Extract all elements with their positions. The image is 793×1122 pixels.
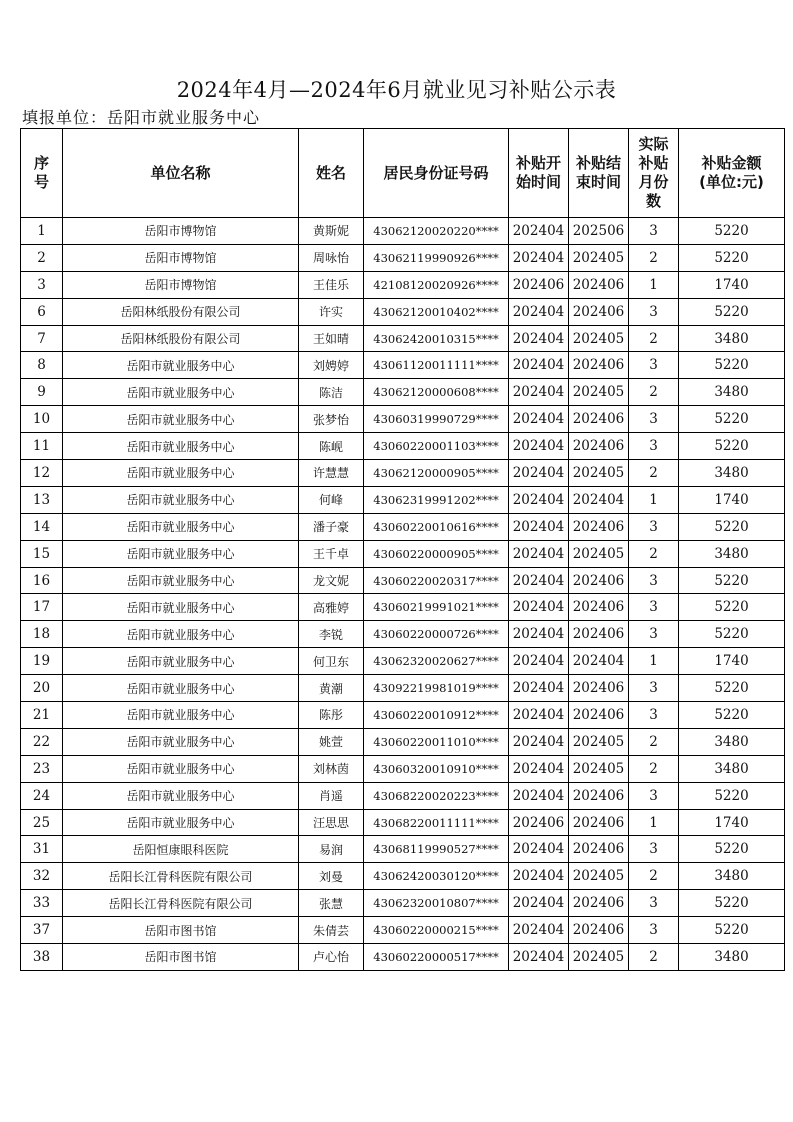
cell-months: 2 (629, 944, 679, 971)
cell-months: 2 (629, 379, 679, 406)
cell-no: 9 (21, 379, 63, 406)
cell-months: 3 (629, 218, 679, 245)
cell-id: 43060220020317**** (364, 567, 509, 594)
table-row (21, 352, 785, 379)
cell-amount: 3480 (679, 944, 785, 971)
table-row (21, 567, 785, 594)
cell-amount: 3480 (679, 540, 785, 567)
cell-no: 31 (21, 836, 63, 863)
table-row (21, 890, 785, 917)
cell-months: 3 (629, 917, 679, 944)
cell-start: 202404 (509, 352, 569, 379)
cell-start: 202404 (509, 782, 569, 809)
cell-no: 19 (21, 648, 63, 675)
cell-id: 43060220000517**** (364, 944, 509, 971)
cell-name: 周咏怡 (299, 244, 364, 271)
cell-unit: 岳阳市就业服务中心 (63, 809, 299, 836)
cell-end: 202506 (569, 218, 629, 245)
cell-end: 202406 (569, 271, 629, 298)
cell-id: 43060220000215**** (364, 917, 509, 944)
cell-unit: 岳阳市图书馆 (63, 944, 299, 971)
table-row (21, 406, 785, 433)
cell-amount: 3480 (679, 379, 785, 406)
cell-start: 202404 (509, 298, 569, 325)
cell-end: 202406 (569, 782, 629, 809)
cell-name: 王佳乐 (299, 271, 364, 298)
cell-end: 202406 (569, 702, 629, 729)
cell-start: 202404 (509, 675, 569, 702)
cell-amount: 1740 (679, 486, 785, 513)
cell-unit: 岳阳恒康眼科医院 (63, 836, 299, 863)
table-row (21, 271, 785, 298)
cell-unit: 岳阳市就业服务中心 (63, 675, 299, 702)
cell-unit: 岳阳市就业服务中心 (63, 513, 299, 540)
cell-unit: 岳阳市就业服务中心 (63, 728, 299, 755)
cell-amount: 5220 (679, 782, 785, 809)
cell-end: 202405 (569, 379, 629, 406)
cell-name: 刘曼 (299, 863, 364, 890)
cell-unit: 岳阳市就业服务中心 (63, 567, 299, 594)
reporting-unit: 填报单位：岳阳市就业服务中心 (22, 108, 261, 127)
cell-amount: 5220 (679, 433, 785, 460)
cell-no: 16 (21, 567, 63, 594)
cell-start: 202404 (509, 406, 569, 433)
cell-id: 43060319990729**** (364, 406, 509, 433)
cell-id: 43092219981019**** (364, 675, 509, 702)
table-row (21, 863, 785, 890)
cell-months: 2 (629, 863, 679, 890)
table-row (21, 675, 785, 702)
cell-unit: 岳阳林纸股份有限公司 (63, 325, 299, 352)
table-row (21, 782, 785, 809)
cell-months: 1 (629, 648, 679, 675)
cell-id: 43060220000726**** (364, 621, 509, 648)
cell-no: 22 (21, 728, 63, 755)
cell-name: 姚萱 (299, 728, 364, 755)
cell-start: 202404 (509, 702, 569, 729)
table-row (21, 433, 785, 460)
cell-no: 33 (21, 890, 63, 917)
cell-start: 202404 (509, 728, 569, 755)
cell-name: 黄斯妮 (299, 218, 364, 245)
cell-start: 202404 (509, 379, 569, 406)
cell-end: 202406 (569, 406, 629, 433)
table-row (21, 218, 785, 245)
cell-end: 202405 (569, 540, 629, 567)
cell-end: 202405 (569, 755, 629, 782)
cell-id: 43062319991202**** (364, 486, 509, 513)
cell-months: 1 (629, 809, 679, 836)
cell-no: 3 (21, 271, 63, 298)
cell-months: 3 (629, 513, 679, 540)
header-start: 补贴开 始时间 (509, 129, 569, 218)
cell-amount: 5220 (679, 621, 785, 648)
page-title: 2024年4月—2024年6月就业见习补贴公示表 (176, 78, 617, 102)
cell-end: 202404 (569, 648, 629, 675)
cell-amount: 5220 (679, 298, 785, 325)
cell-amount: 1740 (679, 648, 785, 675)
cell-start: 202404 (509, 594, 569, 621)
table-row (21, 298, 785, 325)
cell-id: 43068119990527**** (364, 836, 509, 863)
cell-amount: 3480 (679, 460, 785, 487)
cell-name: 高雅婷 (299, 594, 364, 621)
cell-amount: 3480 (679, 755, 785, 782)
cell-end: 202405 (569, 244, 629, 271)
cell-start: 202404 (509, 648, 569, 675)
cell-end: 202406 (569, 352, 629, 379)
cell-start: 202404 (509, 567, 569, 594)
cell-id: 43062119990926**** (364, 244, 509, 271)
table-row (21, 944, 785, 971)
cell-id: 42108120020926**** (364, 271, 509, 298)
cell-amount: 3480 (679, 325, 785, 352)
cell-no: 32 (21, 863, 63, 890)
cell-id: 43062320020627**** (364, 648, 509, 675)
cell-months: 3 (629, 406, 679, 433)
cell-name: 陈洁 (299, 379, 364, 406)
cell-amount: 5220 (679, 675, 785, 702)
cell-amount: 1740 (679, 271, 785, 298)
cell-amount: 5220 (679, 567, 785, 594)
cell-end: 202406 (569, 594, 629, 621)
cell-no: 24 (21, 782, 63, 809)
cell-end: 202404 (569, 486, 629, 513)
cell-start: 202404 (509, 325, 569, 352)
cell-name: 刘林茵 (299, 755, 364, 782)
cell-no: 20 (21, 675, 63, 702)
cell-end: 202405 (569, 460, 629, 487)
cell-id: 43060220010912**** (364, 702, 509, 729)
cell-unit: 岳阳市就业服务中心 (63, 594, 299, 621)
cell-start: 202406 (509, 809, 569, 836)
cell-name: 王千卓 (299, 540, 364, 567)
cell-unit: 岳阳市就业服务中心 (63, 648, 299, 675)
cell-end: 202406 (569, 890, 629, 917)
cell-end: 202405 (569, 728, 629, 755)
cell-amount: 5220 (679, 890, 785, 917)
cell-name: 肖遥 (299, 782, 364, 809)
cell-unit: 岳阳市就业服务中心 (63, 621, 299, 648)
cell-name: 卢心怡 (299, 944, 364, 971)
cell-name: 潘子豪 (299, 513, 364, 540)
cell-amount: 1740 (679, 809, 785, 836)
cell-start: 202404 (509, 863, 569, 890)
cell-unit: 岳阳市就业服务中心 (63, 782, 299, 809)
cell-id: 43062420030120**** (364, 863, 509, 890)
cell-months: 1 (629, 271, 679, 298)
cell-name: 黄潮 (299, 675, 364, 702)
cell-amount: 5220 (679, 513, 785, 540)
cell-months: 3 (629, 594, 679, 621)
cell-id: 43060320010910**** (364, 755, 509, 782)
cell-end: 202406 (569, 567, 629, 594)
table-row (21, 648, 785, 675)
table-body (21, 218, 785, 971)
cell-months: 3 (629, 567, 679, 594)
header-amount: 补贴金额 (单位:元) (679, 129, 785, 218)
cell-no: 21 (21, 702, 63, 729)
header-id: 居民身份证号码 (364, 129, 509, 218)
cell-id: 43060220000905**** (364, 540, 509, 567)
cell-no: 18 (21, 621, 63, 648)
header-no: 序 号 (21, 129, 63, 218)
cell-months: 3 (629, 352, 679, 379)
cell-end: 202406 (569, 433, 629, 460)
table-row (21, 513, 785, 540)
cell-months: 2 (629, 325, 679, 352)
cell-start: 202404 (509, 836, 569, 863)
cell-unit: 岳阳市博物馆 (63, 271, 299, 298)
cell-start: 202404 (509, 486, 569, 513)
cell-id: 43062420010315**** (364, 325, 509, 352)
cell-end: 202406 (569, 513, 629, 540)
cell-id: 43068220011111**** (364, 809, 509, 836)
cell-unit: 岳阳市就业服务中心 (63, 379, 299, 406)
cell-no: 10 (21, 406, 63, 433)
cell-no: 14 (21, 513, 63, 540)
cell-end: 202405 (569, 863, 629, 890)
table-row (21, 594, 785, 621)
cell-start: 202404 (509, 460, 569, 487)
cell-start: 202404 (509, 433, 569, 460)
cell-months: 3 (629, 298, 679, 325)
cell-months: 1 (629, 486, 679, 513)
table-row (21, 244, 785, 271)
cell-months: 2 (629, 755, 679, 782)
table-row (21, 540, 785, 567)
cell-name: 李锐 (299, 621, 364, 648)
cell-amount: 3480 (679, 863, 785, 890)
cell-months: 3 (629, 702, 679, 729)
cell-unit: 岳阳市就业服务中心 (63, 486, 299, 513)
header-end: 补贴结 束时间 (569, 129, 629, 218)
cell-months: 2 (629, 244, 679, 271)
cell-id: 43060219991021**** (364, 594, 509, 621)
cell-amount: 5220 (679, 836, 785, 863)
cell-unit: 岳阳长江骨科医院有限公司 (63, 863, 299, 890)
cell-months: 3 (629, 890, 679, 917)
cell-start: 202404 (509, 917, 569, 944)
cell-no: 17 (21, 594, 63, 621)
cell-unit: 岳阳市就业服务中心 (63, 540, 299, 567)
cell-start: 202404 (509, 513, 569, 540)
cell-unit: 岳阳市博物馆 (63, 218, 299, 245)
cell-end: 202406 (569, 836, 629, 863)
header-months: 实际 补贴 月份 数 (629, 129, 679, 218)
cell-id: 43068220020223**** (364, 782, 509, 809)
cell-unit: 岳阳市就业服务中心 (63, 702, 299, 729)
cell-id: 43060220001103**** (364, 433, 509, 460)
table-row (21, 621, 785, 648)
cell-start: 202404 (509, 890, 569, 917)
cell-unit: 岳阳市就业服务中心 (63, 352, 299, 379)
cell-months: 2 (629, 460, 679, 487)
cell-start: 202404 (509, 244, 569, 271)
cell-name: 许实 (299, 298, 364, 325)
cell-end: 202405 (569, 325, 629, 352)
cell-amount: 5220 (679, 702, 785, 729)
cell-unit: 岳阳长江骨科医院有限公司 (63, 890, 299, 917)
cell-name: 汪思思 (299, 809, 364, 836)
cell-no: 6 (21, 298, 63, 325)
cell-unit: 岳阳市就业服务中心 (63, 460, 299, 487)
cell-id: 43062120000905**** (364, 460, 509, 487)
cell-name: 朱倩芸 (299, 917, 364, 944)
cell-id: 43062120020220**** (364, 218, 509, 245)
cell-months: 3 (629, 621, 679, 648)
cell-unit: 岳阳市图书馆 (63, 917, 299, 944)
table-row (21, 325, 785, 352)
cell-end: 202406 (569, 809, 629, 836)
table-row (21, 379, 785, 406)
cell-start: 202404 (509, 621, 569, 648)
cell-no: 23 (21, 755, 63, 782)
cell-months: 2 (629, 728, 679, 755)
table-row (21, 917, 785, 944)
table-row (21, 809, 785, 836)
table-row (21, 486, 785, 513)
cell-no: 13 (21, 486, 63, 513)
cell-name: 陈彤 (299, 702, 364, 729)
cell-name: 张慧 (299, 890, 364, 917)
cell-months: 3 (629, 836, 679, 863)
cell-start: 202404 (509, 540, 569, 567)
cell-name: 刘娉婷 (299, 352, 364, 379)
cell-end: 202406 (569, 917, 629, 944)
cell-no: 12 (21, 460, 63, 487)
cell-unit: 岳阳市就业服务中心 (63, 755, 299, 782)
cell-no: 25 (21, 809, 63, 836)
cell-amount: 5220 (679, 917, 785, 944)
table-row (21, 728, 785, 755)
cell-amount: 3480 (679, 728, 785, 755)
cell-name: 张梦怡 (299, 406, 364, 433)
cell-end: 202406 (569, 621, 629, 648)
cell-id: 43062320010807**** (364, 890, 509, 917)
cell-end: 202405 (569, 944, 629, 971)
cell-end: 202406 (569, 298, 629, 325)
table-row (21, 755, 785, 782)
cell-months: 3 (629, 433, 679, 460)
cell-months: 2 (629, 540, 679, 567)
cell-name: 易润 (299, 836, 364, 863)
cell-no: 8 (21, 352, 63, 379)
cell-no: 15 (21, 540, 63, 567)
cell-end: 202406 (569, 675, 629, 702)
cell-amount: 5220 (679, 352, 785, 379)
cell-id: 43062120010402**** (364, 298, 509, 325)
header-row (21, 129, 785, 218)
cell-months: 3 (629, 782, 679, 809)
cell-unit: 岳阳市就业服务中心 (63, 406, 299, 433)
cell-amount: 5220 (679, 244, 785, 271)
cell-id: 43060220010616**** (364, 513, 509, 540)
cell-name: 何卫东 (299, 648, 364, 675)
table-row (21, 702, 785, 729)
cell-start: 202404 (509, 218, 569, 245)
subsidy-table (20, 128, 785, 971)
cell-amount: 5220 (679, 218, 785, 245)
cell-unit: 岳阳市就业服务中心 (63, 433, 299, 460)
cell-no: 37 (21, 917, 63, 944)
cell-id: 43060220011010**** (364, 728, 509, 755)
cell-no: 2 (21, 244, 63, 271)
cell-start: 202404 (509, 944, 569, 971)
cell-no: 7 (21, 325, 63, 352)
cell-no: 38 (21, 944, 63, 971)
cell-amount: 5220 (679, 594, 785, 621)
cell-amount: 5220 (679, 406, 785, 433)
header-unit: 单位名称 (63, 129, 299, 218)
table-row (21, 460, 785, 487)
table-row (21, 836, 785, 863)
cell-no: 1 (21, 218, 63, 245)
cell-name: 许慧慧 (299, 460, 364, 487)
cell-no: 11 (21, 433, 63, 460)
cell-name: 陈岘 (299, 433, 364, 460)
cell-start: 202404 (509, 755, 569, 782)
cell-name: 龙文妮 (299, 567, 364, 594)
cell-name: 王如晴 (299, 325, 364, 352)
cell-id: 43062120000608**** (364, 379, 509, 406)
cell-unit: 岳阳林纸股份有限公司 (63, 298, 299, 325)
cell-unit: 岳阳市博物馆 (63, 244, 299, 271)
cell-name: 何峰 (299, 486, 364, 513)
header-name: 姓名 (299, 129, 364, 218)
cell-id: 43061120011111**** (364, 352, 509, 379)
cell-months: 3 (629, 675, 679, 702)
cell-start: 202406 (509, 271, 569, 298)
